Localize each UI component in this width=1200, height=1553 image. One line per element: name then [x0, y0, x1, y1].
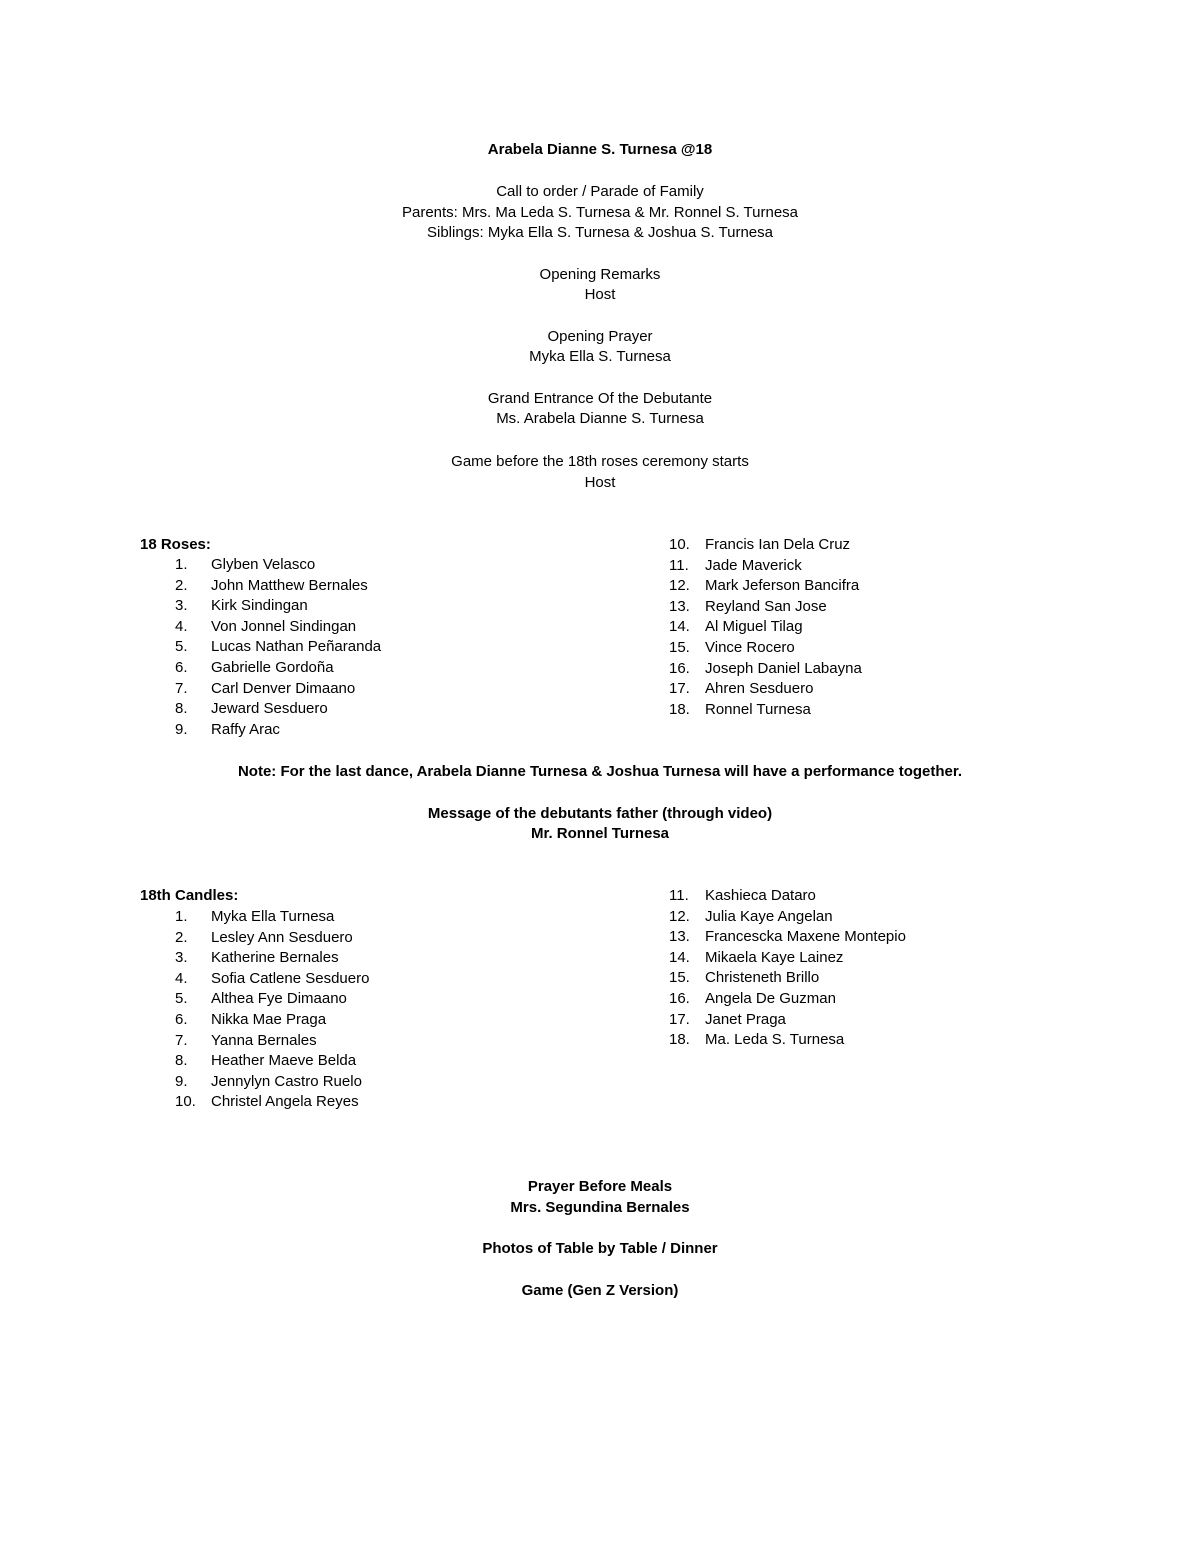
candle-item-name: Christel Angela Reyes	[211, 1093, 359, 1111]
rose-item-number: 8.	[175, 700, 188, 718]
rose-item	[175, 679, 475, 699]
candle-item	[175, 969, 475, 989]
candle-item-name: Francescka Maxene Montepio	[705, 928, 906, 946]
candle-item-number: 8.	[175, 1052, 188, 1070]
rose-item	[669, 597, 969, 617]
candle-item	[175, 1031, 475, 1051]
rose-item-number: 6.	[175, 659, 188, 676]
rose-item-number: 17.	[669, 680, 690, 698]
rose-item-number: 18.	[669, 700, 690, 718]
candle-item-name: Yanna Bernales	[211, 1031, 317, 1049]
candle-item-number: 18.	[669, 1031, 690, 1049]
candle-item	[669, 1010, 969, 1030]
rose-item	[175, 658, 475, 678]
candle-item-number: 1.	[175, 908, 188, 925]
candle-item-name: Jennylyn Castro Ruelo	[211, 1072, 362, 1090]
candle-item-number: 3.	[175, 949, 188, 967]
candle-item-name: Heather Maeve Belda	[211, 1052, 357, 1070]
candle-item-name: Ma. Leda S. Turnesa	[705, 1031, 845, 1049]
rose-item-name: Reyland San Jose	[705, 597, 827, 615]
candle-item	[669, 1030, 969, 1050]
rose-item-name: John Matthew Bernales	[211, 576, 368, 594]
document-title: Arabela Dianne S. Turnesa @18	[487, 141, 713, 158]
rose-item-name: Jeward Sesduero	[211, 700, 328, 718]
rose-item	[669, 700, 969, 720]
rose-item-number: 16.	[669, 659, 690, 677]
father-message-title: Message of the debutants father (through video)	[427, 805, 773, 822]
rose-item-number: 13.	[669, 597, 690, 615]
candle-item-number: 15.	[669, 969, 690, 987]
rose-item-name: Jade Maverick	[705, 556, 802, 574]
rose-item-name: Ahren Sesduero	[705, 680, 814, 698]
rose-item	[669, 638, 969, 658]
candle-item-name: Myka Ella Turnesa	[211, 908, 335, 925]
rose-item-number: 2.	[175, 576, 188, 594]
rose-item-name: Francis Ian Dela Cruz	[705, 536, 851, 553]
candle-item	[669, 927, 969, 947]
candle-item	[175, 1051, 475, 1071]
opening-prayer-by: Myka Ella S. Turnesa	[529, 348, 671, 365]
candle-item	[175, 948, 475, 968]
rose-item-name: Raffy Arac	[211, 720, 280, 738]
rose-item	[669, 617, 969, 637]
rose-item	[175, 720, 475, 740]
rose-item	[175, 576, 475, 596]
rose-item-name: Vince Rocero	[705, 639, 795, 656]
candle-item	[175, 928, 475, 948]
candle-item-number: 7.	[175, 1031, 188, 1049]
rose-item	[669, 576, 969, 596]
rose-item	[175, 637, 475, 657]
candle-item-number: 6.	[175, 1011, 188, 1028]
candle-item-name: Mikaela Kaye Lainez	[705, 948, 844, 966]
rose-item-number: 12.	[669, 577, 690, 595]
candle-item	[175, 1092, 475, 1112]
rose-item-number: 10.	[669, 536, 690, 553]
rose-item-number: 9.	[175, 720, 188, 738]
candle-item-name: Christeneth Brillo	[705, 969, 820, 987]
rose-item-name: Ronnel Turnesa	[705, 700, 811, 718]
photos-dinner: Photos of Table by Table / Dinner	[482, 1240, 718, 1257]
candle-item-number: 10.	[175, 1093, 196, 1111]
rose-item	[175, 699, 475, 719]
rose-item	[669, 679, 969, 699]
prayer-before-meals: Prayer Before Meals	[527, 1178, 673, 1195]
call-to-order: Call to order / Parade of Family	[496, 183, 704, 200]
candle-item-name: Angela De Guzman	[705, 990, 836, 1007]
candle-item-number: 9.	[175, 1072, 188, 1090]
grand-entrance: Grand Entrance Of the Debutante	[487, 390, 713, 407]
rose-item-name: Al Miguel Tilag	[705, 618, 803, 636]
candle-item-number: 4.	[175, 969, 188, 987]
siblings-line: Siblings: Myka Ella S. Turnesa & Joshua S. Turnesa	[426, 224, 773, 241]
candle-item	[669, 886, 969, 906]
candle-item	[669, 948, 969, 968]
rose-item	[175, 555, 475, 575]
rose-item	[669, 556, 969, 576]
rose-item	[669, 535, 969, 555]
opening-prayer: Opening Prayer	[547, 328, 653, 345]
grand-entrance-by: Ms. Arabela Dianne S. Turnesa	[496, 410, 704, 427]
rose-item	[175, 617, 475, 637]
rose-item	[669, 659, 969, 679]
candle-item	[175, 1072, 475, 1092]
gen-z-game: Game (Gen Z Version)	[521, 1282, 679, 1299]
rose-item-name: Gabrielle Gordoña	[211, 659, 334, 676]
rose-item-number: 1.	[175, 556, 188, 573]
candle-item	[669, 968, 969, 988]
father-message-by: Mr. Ronnel Turnesa	[530, 825, 670, 842]
rose-item	[175, 596, 475, 616]
opening-remarks-by: Host	[584, 286, 616, 303]
candle-item-number: 14.	[669, 948, 690, 966]
rose-item-name: Carl Denver Dimaano	[211, 679, 356, 697]
game-before-roses-by: Host	[584, 474, 616, 491]
rose-item-number: 4.	[175, 617, 188, 635]
roses-heading: 18 Roses:	[140, 536, 211, 553]
candle-item-number: 16.	[669, 990, 690, 1007]
rose-item-number: 15.	[669, 639, 690, 656]
candles-heading: 18th Candles:	[140, 887, 239, 904]
opening-remarks: Opening Remarks	[539, 266, 661, 283]
rose-item-name: Mark Jeferson Bancifra	[705, 577, 860, 595]
candle-item-name: Julia Kaye Angelan	[705, 907, 833, 925]
candle-item-number: 11.	[669, 887, 689, 904]
candle-item-name: Althea Fye Dimaano	[211, 990, 347, 1008]
rose-item-name: Glyben Velasco	[211, 556, 316, 573]
rose-item-name: Joseph Daniel Labayna	[705, 659, 862, 677]
rose-item-name: Von Jonnel Sindingan	[211, 617, 357, 635]
candle-item	[175, 907, 475, 927]
candle-item-number: 17.	[669, 1010, 690, 1028]
rose-item-number: 14.	[669, 618, 690, 636]
prayer-before-meals-by: Mrs. Segundina Bernales	[510, 1199, 690, 1216]
rose-item-number: 11.	[669, 556, 689, 574]
candle-item-name: Nikka Mae Praga	[211, 1011, 327, 1028]
candle-item	[669, 907, 969, 927]
candle-item-name: Lesley Ann Sesduero	[211, 928, 353, 946]
candle-item	[669, 989, 969, 1009]
game-before-roses: Game before the 18th roses ceremony starts	[451, 453, 749, 470]
rose-item-name: Kirk Sindingan	[211, 597, 308, 615]
parents-line: Parents: Mrs. Ma Leda S. Turnesa & Mr. Ronnel S. Turnesa	[401, 204, 798, 221]
candle-item-name: Kashieca Dataro	[705, 887, 816, 904]
rose-item-number: 3.	[175, 597, 188, 615]
last-dance-note: Note: For the last dance, Arabela Dianne Turnesa & Joshua Turnesa will have a performance together.	[237, 763, 963, 780]
candle-item-name: Sofia Catlene Sesduero	[211, 969, 370, 987]
rose-item-name: Lucas Nathan Peñaranda	[211, 638, 382, 656]
candle-item-name: Katherine Bernales	[211, 949, 339, 967]
candle-item-number: 5.	[175, 990, 188, 1008]
rose-item-number: 5.	[175, 638, 188, 656]
candle-item-name: Janet Praga	[705, 1010, 786, 1028]
candle-item-number: 2.	[175, 928, 188, 946]
candle-item-number: 13.	[669, 928, 690, 946]
candle-item	[175, 989, 475, 1009]
rose-item-number: 7.	[175, 679, 188, 697]
candle-item-number: 12.	[669, 907, 690, 925]
candle-item	[175, 1010, 475, 1030]
